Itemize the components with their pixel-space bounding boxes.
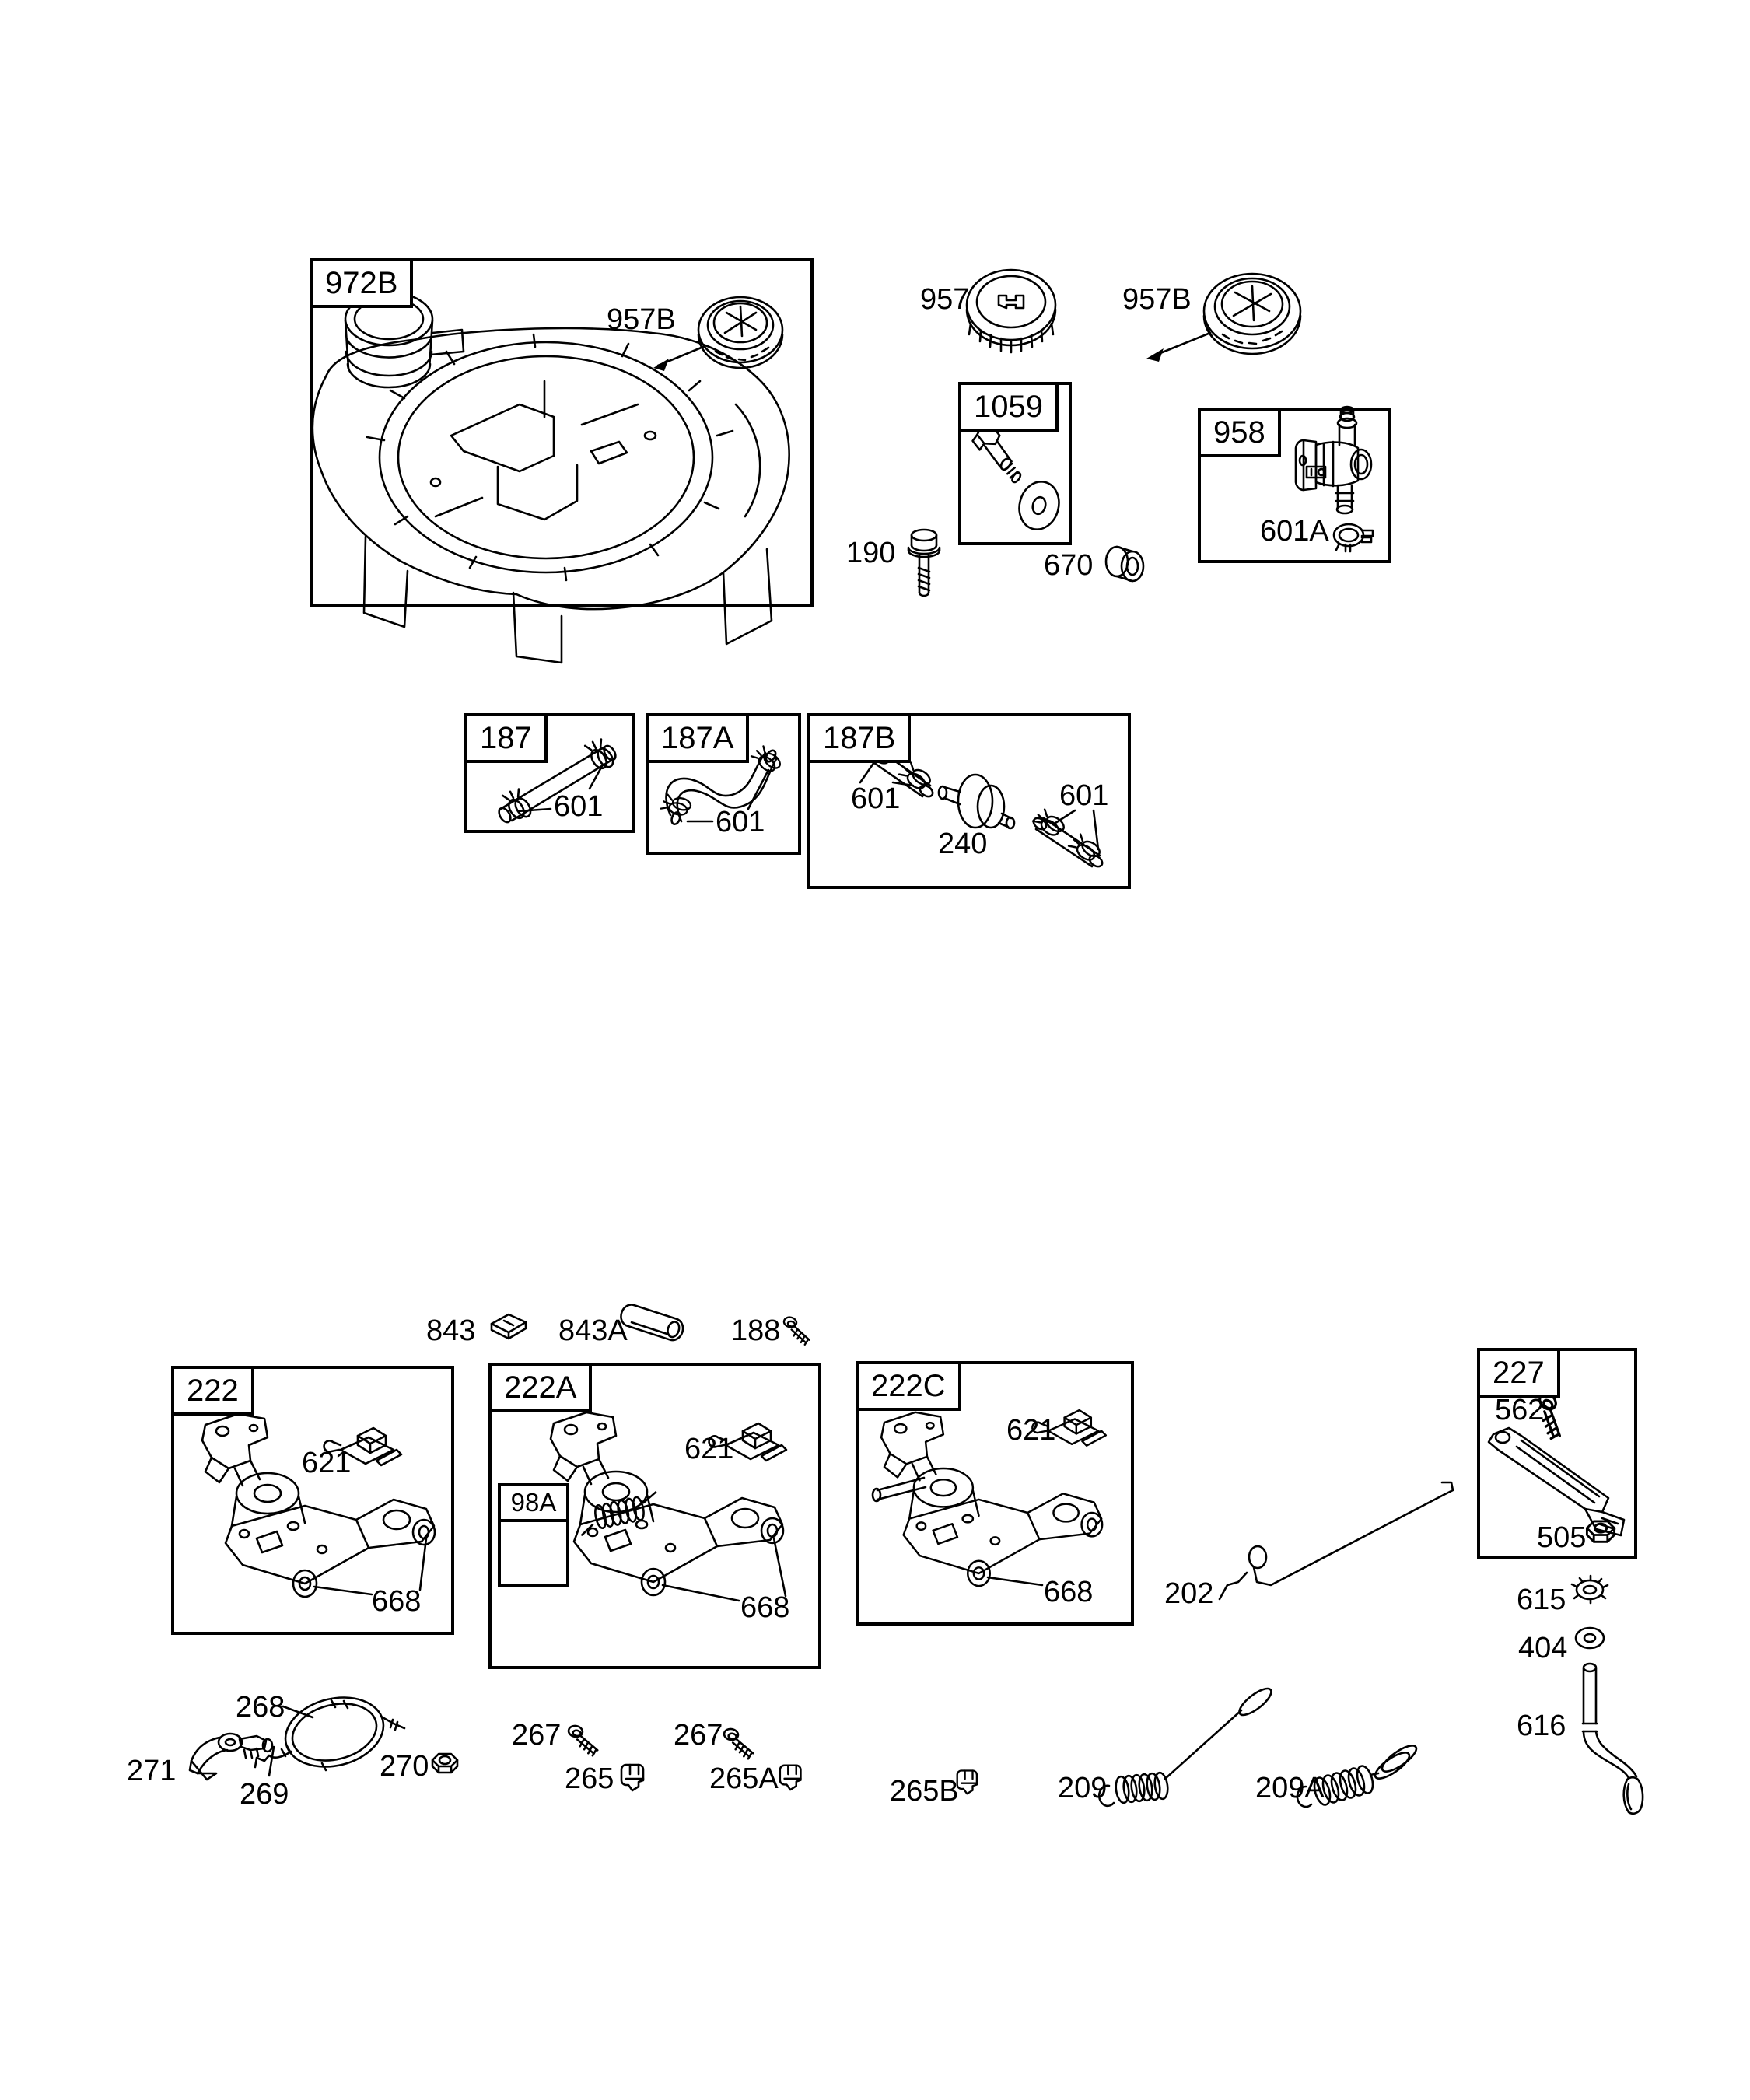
screw-267-1-drawing <box>565 1725 600 1757</box>
callout-202: 202 <box>1164 1577 1214 1610</box>
callout-269: 269 <box>240 1778 289 1811</box>
callout-957b: 957B <box>1122 283 1192 316</box>
group-box-972b <box>310 258 814 607</box>
callout-601a: 601A <box>1260 515 1329 548</box>
callout-601-187b-left: 601 <box>851 782 901 815</box>
callout-270: 270 <box>380 1750 429 1783</box>
group-label-222: 222 <box>174 1369 254 1416</box>
washer-404-drawing <box>1576 1628 1604 1648</box>
callout-209: 209 <box>1058 1772 1108 1804</box>
group-label-187: 187 <box>467 716 548 763</box>
group-label-958: 958 <box>1201 411 1281 457</box>
screw-267-2-drawing <box>720 1728 756 1760</box>
group-box-187 <box>464 713 635 833</box>
clip-265b-drawing <box>957 1771 977 1794</box>
group-label-98a: 98A <box>501 1486 566 1522</box>
nut-270-drawing <box>432 1754 457 1773</box>
crank-616-drawing <box>1583 1664 1643 1814</box>
callout-621-222: 621 <box>302 1447 352 1479</box>
callout-601-187a: 601 <box>716 806 765 838</box>
callout-601-187: 601 <box>554 790 604 823</box>
group-label-227: 227 <box>1480 1351 1560 1398</box>
callout-271: 271 <box>127 1755 177 1787</box>
callout-615: 615 <box>1517 1584 1566 1616</box>
nut-615-drawing <box>1572 1576 1608 1603</box>
callout-601-187b-right: 601 <box>1059 779 1109 812</box>
governor-link-202-drawing <box>1220 1482 1453 1599</box>
sleeve-843a-drawing <box>618 1302 686 1342</box>
clip-265-drawing <box>621 1765 643 1790</box>
callout-668-222c: 668 <box>1044 1576 1094 1608</box>
spacer-670-drawing <box>1106 547 1143 581</box>
callout-209a: 209A <box>1255 1772 1325 1804</box>
group-label-222a: 222A <box>492 1366 592 1412</box>
callout-265: 265 <box>565 1762 614 1795</box>
callout-404: 404 <box>1518 1632 1568 1664</box>
callout-843: 843 <box>426 1314 476 1347</box>
callout-843a: 843A <box>558 1314 628 1347</box>
cover-843-drawing <box>492 1314 526 1339</box>
group-box-98a <box>498 1483 569 1587</box>
callout-268: 268 <box>236 1691 285 1724</box>
callout-668-222: 668 <box>372 1585 422 1618</box>
callout-265b: 265B <box>890 1775 959 1808</box>
bolt-190-drawing <box>908 530 940 596</box>
callout-621-222c: 621 <box>1006 1414 1056 1447</box>
group-box-1059 <box>958 382 1072 545</box>
callout-265a: 265A <box>709 1762 779 1795</box>
callout-621-222a: 621 <box>684 1433 734 1465</box>
group-label-187b: 187B <box>810 716 911 763</box>
callout-616: 616 <box>1517 1710 1566 1742</box>
callout-188: 188 <box>731 1314 781 1347</box>
callout-562: 562 <box>1495 1394 1545 1426</box>
clip-265a-drawing <box>780 1766 801 1790</box>
callout-668-222a: 668 <box>740 1591 790 1624</box>
group-label-187a: 187A <box>649 716 749 763</box>
callout-505: 505 <box>1537 1521 1587 1554</box>
callout-670: 670 <box>1044 549 1094 582</box>
callout-267-1: 267 <box>512 1719 562 1752</box>
callout-957b-tank: 957B <box>607 303 676 336</box>
callout-957: 957 <box>920 283 970 316</box>
group-label-222c: 222C <box>859 1364 961 1411</box>
fuel-cap-957-drawing <box>967 270 1055 352</box>
screw-188-drawing <box>780 1316 813 1346</box>
control-lever-271-drawing <box>190 1734 272 1780</box>
callout-190: 190 <box>846 537 896 569</box>
group-label-972b: 972B <box>313 261 413 308</box>
callout-267-2: 267 <box>674 1719 723 1752</box>
governor-spring-209-drawing <box>1099 1685 1275 1806</box>
group-label-1059: 1059 <box>961 385 1059 432</box>
callout-240: 240 <box>938 828 988 860</box>
